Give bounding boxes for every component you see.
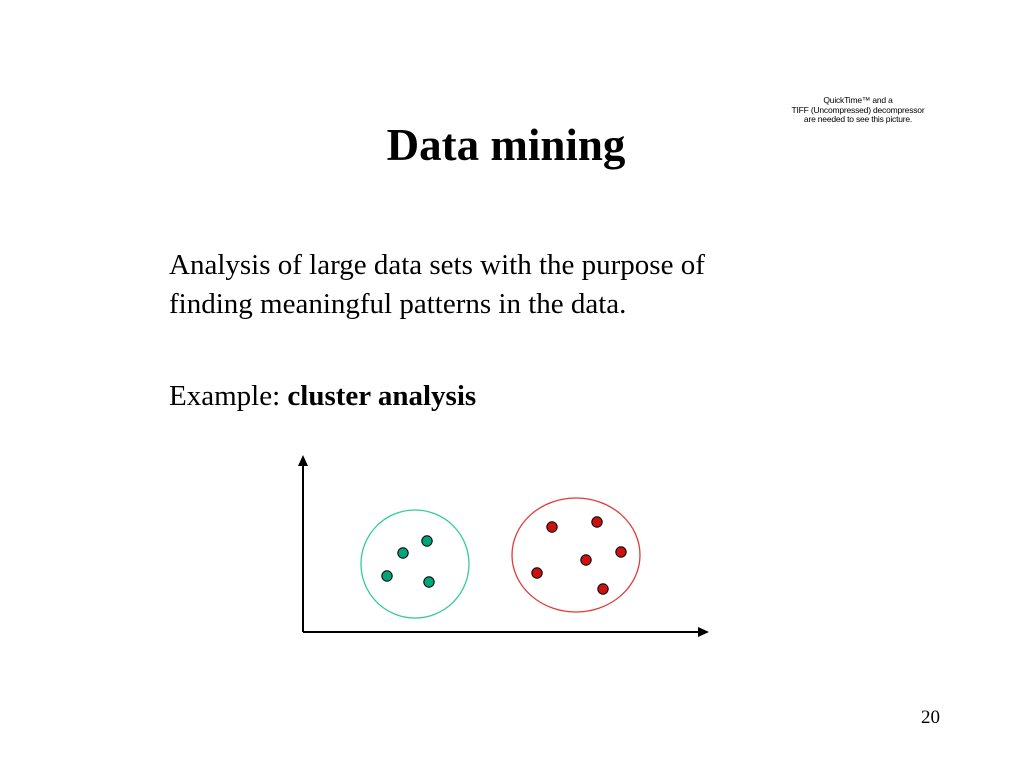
data-point: [398, 548, 408, 558]
example-value: cluster analysis: [287, 380, 477, 412]
data-point: [598, 584, 608, 594]
cluster-2-points: [532, 517, 626, 594]
notice-line-1: QuickTime™ and a: [823, 95, 893, 105]
data-point: [532, 568, 542, 578]
data-point: [547, 522, 557, 532]
page-number: 20: [921, 707, 940, 728]
body-line-1: Analysis of large data sets with the purpose of: [169, 249, 705, 281]
cluster-1-outline: [361, 510, 469, 618]
body-line-2: finding meaningful patterns in the data.: [169, 288, 627, 320]
data-point: [424, 577, 434, 587]
data-point: [382, 571, 392, 581]
notice-line-3: are needed to see this picture.: [803, 114, 913, 124]
y-axis-arrowhead: [298, 455, 308, 466]
data-point: [592, 517, 602, 527]
slide-title: Data mining: [386, 120, 626, 170]
data-point: [616, 547, 626, 557]
notice-line-2: TIFF (Uncompressed) decompressor: [791, 104, 925, 115]
data-point: [422, 536, 432, 546]
example-label: Example:: [169, 380, 281, 412]
x-axis-arrowhead: [698, 627, 709, 637]
cluster-1-points: [382, 536, 434, 587]
data-point: [581, 555, 591, 565]
